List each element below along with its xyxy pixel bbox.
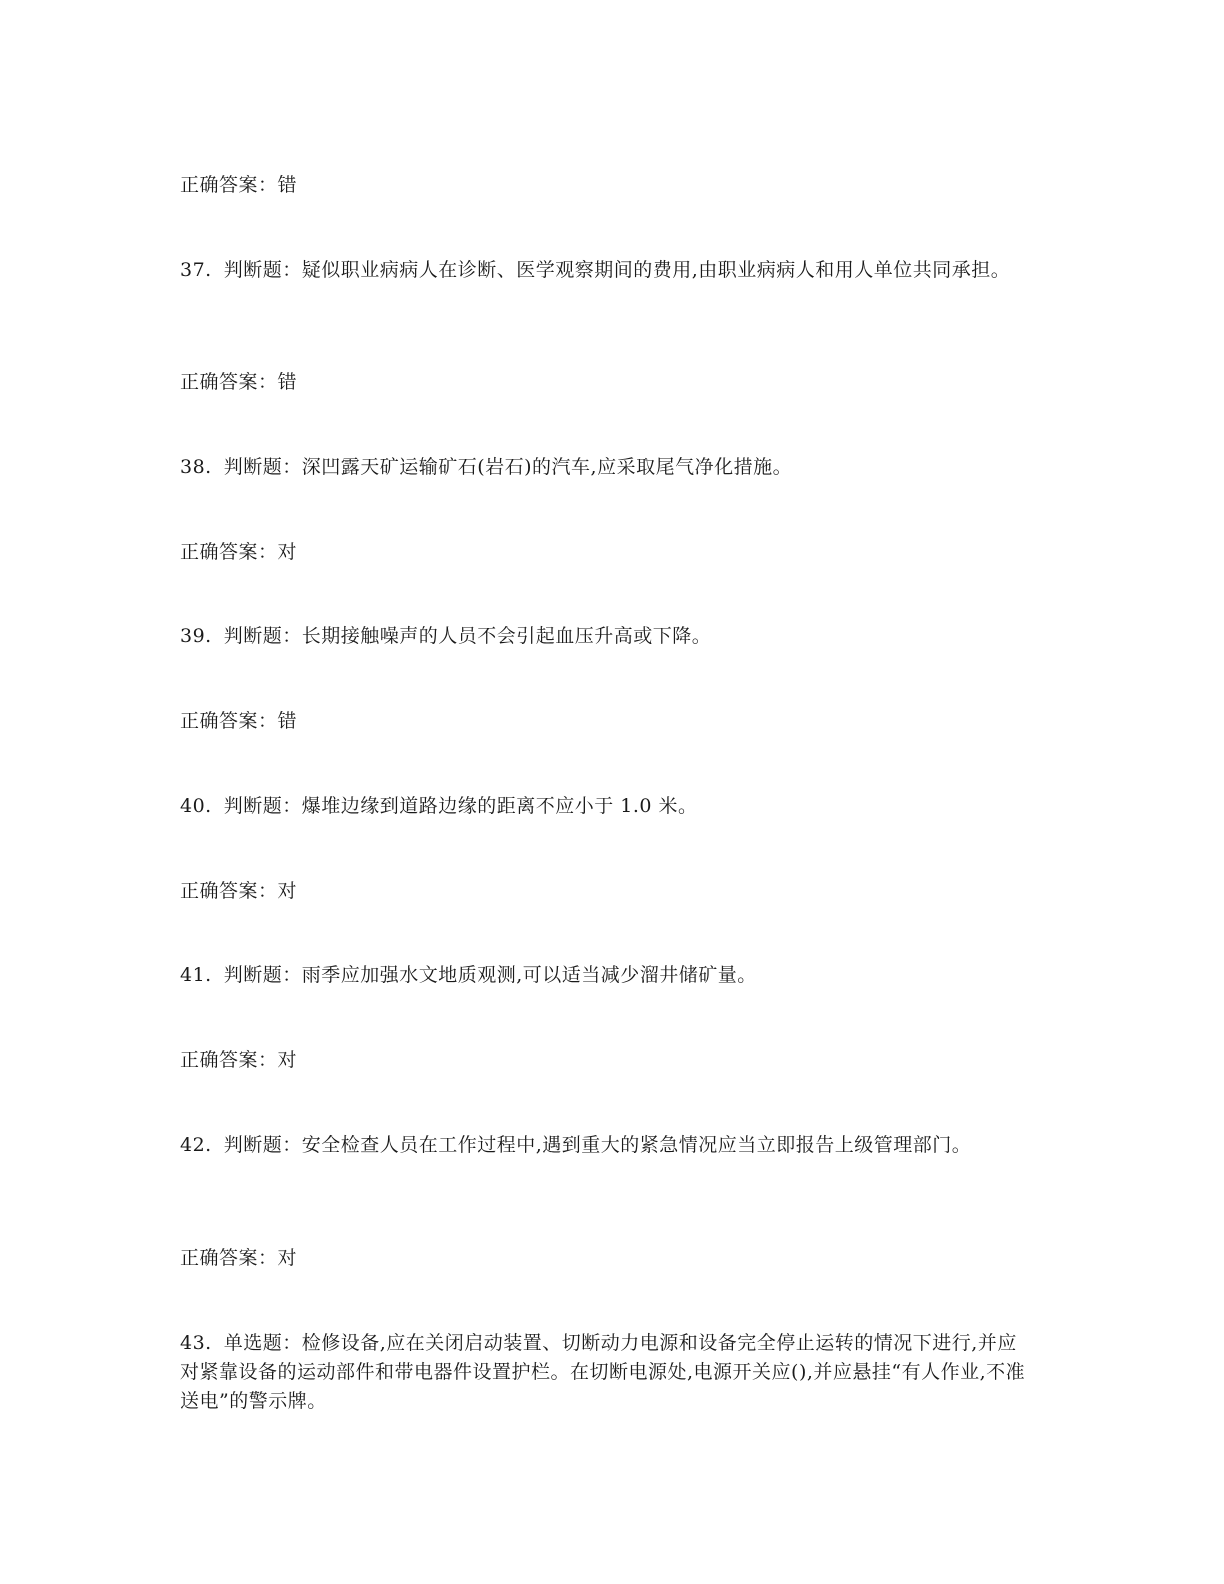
- question-type: 判断题：: [223, 1134, 302, 1156]
- question-text: 检修设备,应在关闭启动装置、切断动力电源和设备完全停止运转的情况下进行,并应对紧靠设备的运动部件和带电器件设置护栏。在切断电源处,电源开关应(),并应悬挂“有人作业,不准送电”的警示牌。: [180, 1332, 1026, 1412]
- question-number: 38.: [180, 456, 212, 478]
- question-number: 43.: [180, 1332, 212, 1354]
- question-text: 疑似职业病病人在诊断、医学观察期间的费用,由职业病病人和用人单位共同承担。: [301, 259, 1011, 281]
- answer-line: [180, 538, 1030, 567]
- question-text: 爆堆边缘到道路边缘的距离不应小于 1.0 米。: [301, 795, 698, 817]
- answer-line: [180, 877, 1030, 906]
- answer-value: 对: [277, 1049, 298, 1071]
- question-text: 雨季应加强水文地质观测,可以适当减少溜井储矿量。: [301, 964, 757, 986]
- question-type: 判断题：: [223, 456, 302, 478]
- question-number: 39.: [180, 625, 212, 647]
- question-type: 单选题：: [223, 1332, 302, 1354]
- answer-value: 对: [277, 880, 298, 902]
- question-number: 37.: [180, 259, 212, 281]
- question-number: 42.: [180, 1134, 212, 1156]
- answer-prefix: 正确答案：: [180, 174, 278, 196]
- question-39: [180, 622, 1030, 651]
- answer-line: [180, 1244, 1030, 1273]
- answer-line: [180, 1046, 1030, 1075]
- question-text: 长期接触噪声的人员不会引起血压升高或下降。: [301, 625, 712, 647]
- answer-line: [180, 707, 1030, 736]
- answer-value: 对: [277, 1247, 298, 1269]
- question-type: 判断题：: [223, 259, 302, 281]
- answer-value: 错: [277, 174, 298, 196]
- question-text: 深凹露天矿运输矿石(岩石)的汽车,应采取尾气净化措施。: [301, 456, 793, 478]
- question-number: 41.: [180, 964, 212, 986]
- question-type: 判断题：: [223, 625, 302, 647]
- question-43: [180, 1329, 1030, 1416]
- question-37: [180, 256, 1030, 285]
- answer-prefix: 正确答案：: [180, 1049, 278, 1071]
- answer-value: 错: [277, 371, 298, 393]
- answer-value: 对: [277, 541, 298, 563]
- question-type: 判断题：: [223, 795, 302, 817]
- question-42: [180, 1131, 1030, 1160]
- answer-prefix: 正确答案：: [180, 371, 278, 393]
- answer-line: [180, 171, 1030, 200]
- question-40: [180, 792, 1030, 821]
- question-number: 40.: [180, 795, 212, 817]
- question-38: [180, 453, 1030, 482]
- answer-prefix: 正确答案：: [180, 710, 278, 732]
- answer-line: [180, 368, 1030, 397]
- answer-prefix: 正确答案：: [180, 541, 278, 563]
- answer-value: 错: [277, 710, 298, 732]
- answer-prefix: 正确答案：: [180, 1247, 278, 1269]
- question-41: [180, 961, 1030, 990]
- question-type: 判断题：: [223, 964, 302, 986]
- answer-prefix: 正确答案：: [180, 880, 278, 902]
- question-text: 安全检查人员在工作过程中,遇到重大的紧急情况应当立即报告上级管理部门。: [301, 1134, 972, 1156]
